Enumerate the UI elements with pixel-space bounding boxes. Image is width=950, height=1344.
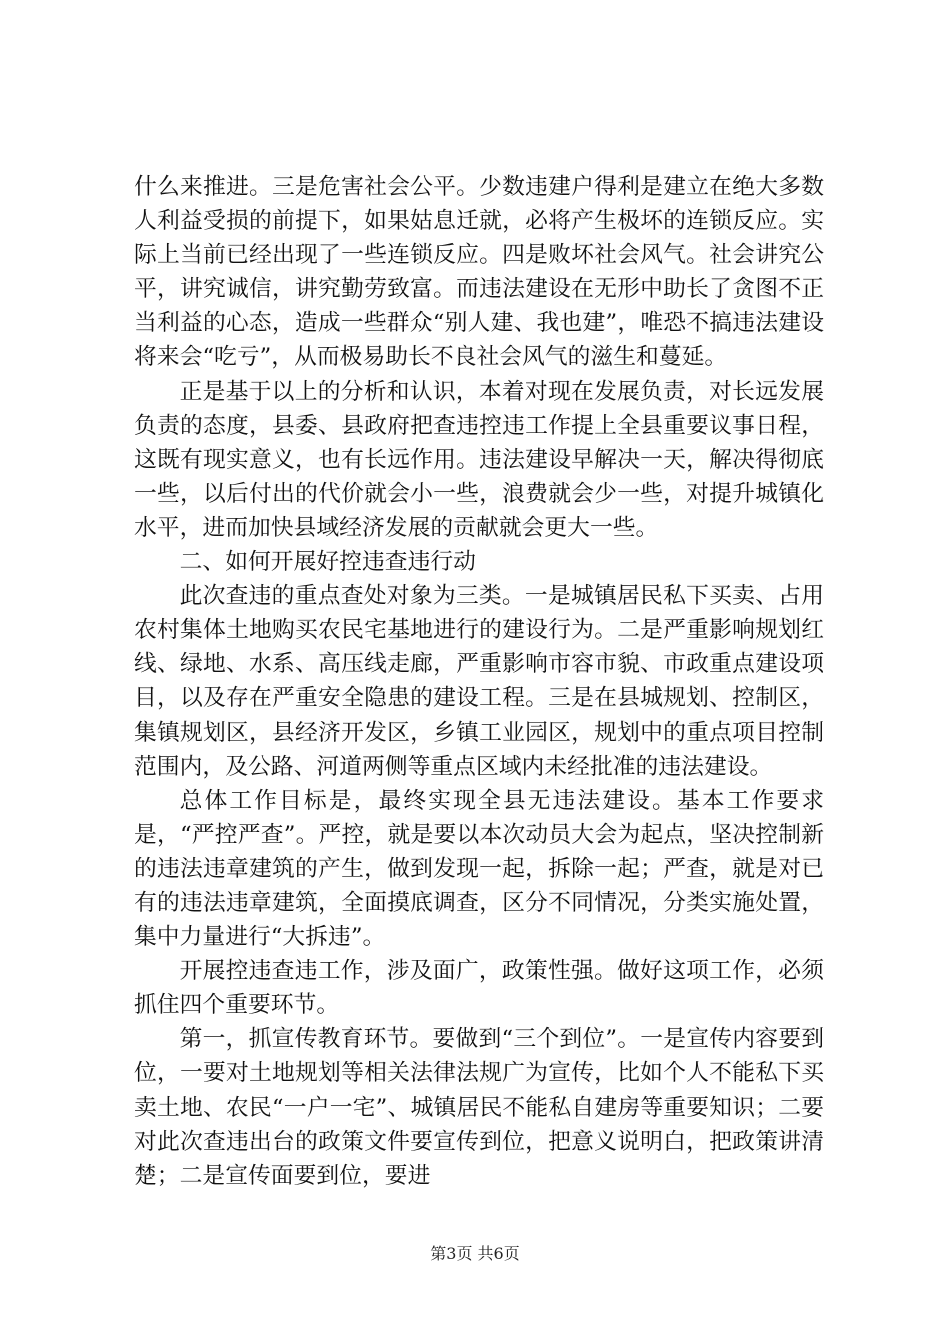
- paragraph-4: 总体工作目标是，最终实现全县无违法建设。基本工作要求是，“严控严查”。严控，就是要以本次动员大会为起点，坚决控制新的违法违章建筑的产生，做到发现一起，拆除一起；严查，就是对已有的违法违章建筑，全面摸底调查，区分不同情况，分类实施处置，集中力量进行“大拆违”。: [134, 787, 824, 951]
- page-number-footer: 第3页 共6页: [430, 1244, 520, 1263]
- paragraph-6: 第一，抓宣传教育环节。要做到“三个到位”。一是宣传内容要到位，一要对土地规划等相关法律法规广为宣传，比如个人不能私下买卖土地、农民“一户一宅”、城镇居民不能私自建房等重要知识；二要对此次查违出台的政策文件要宣传到位，把意义说明白，把政策讲清楚；二是宣传面要到位，要进: [134, 1026, 824, 1189]
- paragraph-2: 正是基于以上的分析和认识，本着对现在发展负责，对长远发展负责的态度，县委、县政府把查违控违工作提上全县重要议事日程，这既有现实意义，也有长远作用。违法建设早解决一天，解决得彻底一些，以后付出的代价就会小一些，浪费就会少一些，对提升城镇化水平，进而加快县域经济发展的贡献就会更大一些。: [134, 378, 824, 541]
- paragraph-1: 什么来推进。三是危害社会公平。少数违建户得利是建立在绝大多数人利益受损的前提下，如果姑息迁就，必将产生极坏的连锁反应。实际上当前已经出现了一些连锁反应。四是败坏社会风气。社会讲究公平，讲究诚信，讲究勤劳致富。而违法建设在无形中助长了贪图不正当利益的心态，造成一些群众“别人建、我也建”，唯恐不搞违法建设将来会“吃亏”，从而极易助长不良社会风气的滋生和蔓延。: [134, 174, 824, 371]
- section-heading: 二、如何开展好控违查违行动: [179, 549, 476, 576]
- paragraph-3: 此次查违的重点查处对象为三类。一是城镇居民私下买卖、占用农村集体土地购买农民宅基地进行的建设行为。二是严重影响规划红线、绿地、水系、高压线走廊，严重影响市容市貌、市政重点建设项目，以及存在严重安全隐患的建设工程。三是在县城规划、控制区，集镇规划区，县经济开发区，乡镇工业园区，规划中的重点项目控制范围内，及公路、河道两侧等重点区域内未经批准的违法建设。: [134, 583, 824, 780]
- paragraph-5: 开展控违查违工作，涉及面广，政策性强。做好这项工作，必须抓住四个重要环节。: [134, 958, 824, 1019]
- document-body: [134, 170, 824, 1193]
